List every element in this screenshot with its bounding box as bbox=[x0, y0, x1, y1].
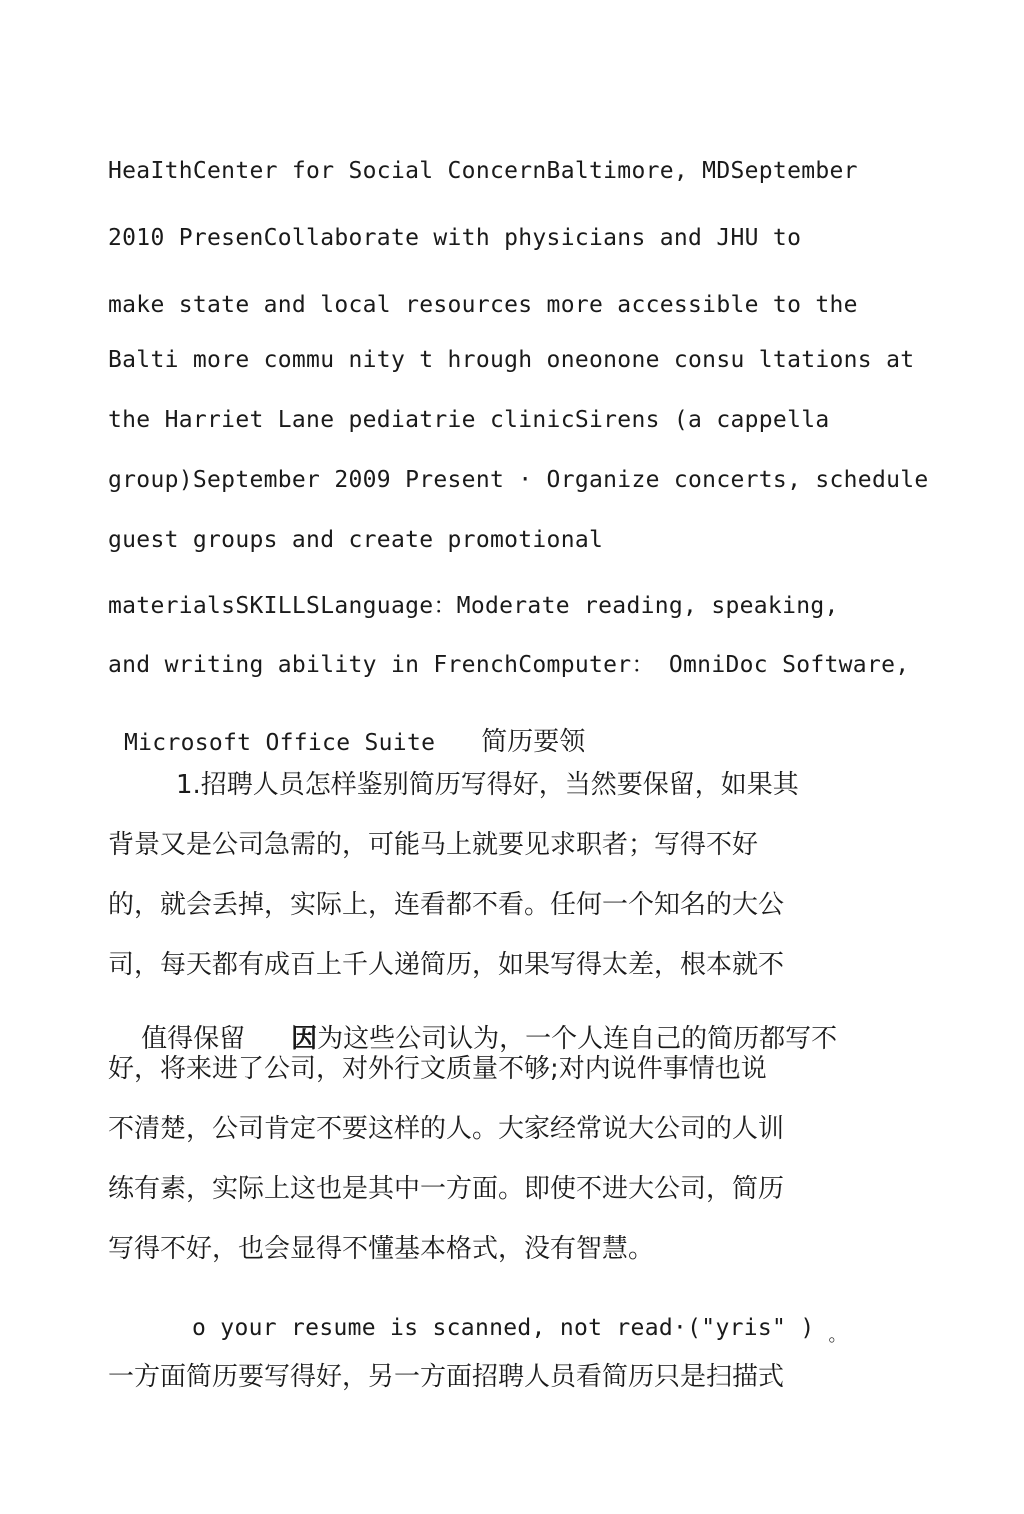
text-line: 不清楚，公司肯定不要这样的人。大家经常说大公司的人训 bbox=[108, 1114, 785, 1144]
text-line: materialsSKILLSLanguage：Moderate reading, speaking, bbox=[108, 593, 839, 619]
text-fragment: 值得保留 bbox=[141, 1024, 246, 1054]
text-fragment: Microsoft Office Suite bbox=[124, 730, 436, 756]
paragraph-first-line: 1.招聘人员怎样鉴别简历写得好，当然要保留，如果其 bbox=[176, 770, 799, 800]
text-line: 一方面简历要写得好，另一方面招聘人员看简历只是扫描式 bbox=[108, 1362, 785, 1392]
text-line: the Harriet Lane pediatrie clinicSirens (a cappella bbox=[108, 407, 830, 433]
text-line: group)September 2009 Present · Organize concerts, schedule bbox=[108, 467, 929, 493]
text-fragment: 为这些公司认为，一个人连自己的简历都写不 bbox=[317, 1024, 838, 1054]
text-line: 写得不好，也会显得不懂基本格式，没有智慧。 bbox=[108, 1234, 655, 1264]
punctuation-mark: 。 bbox=[828, 1325, 847, 1346]
text-line bbox=[176, 1297, 846, 1365]
text-line: 司，每天都有成百上千人递简历，如果写得太差，根本就不 bbox=[108, 950, 785, 980]
text-line: Balti more commu nity t hrough oneonone consu ltations at bbox=[108, 347, 915, 373]
text-fragment: o your resume is scanned, not read·("yris" ) bbox=[192, 1315, 815, 1341]
text-line: HeaIthCenter for Social ConcernBaltimore, MDSeptember bbox=[108, 158, 858, 184]
text-line: 练有素，实际上这也是其中一方面。即使不进大公司，简历 bbox=[108, 1174, 785, 1204]
text-line: 背景又是公司急需的，可能马上就要见求职者；写得不好 bbox=[108, 830, 759, 860]
text-line: 好，将来进了公司，对外行文质量不够;对内说件事情也说 bbox=[108, 1054, 767, 1084]
text-line: make state and local resources more accessible to the bbox=[108, 292, 858, 318]
section-heading: 简历要领 bbox=[481, 727, 586, 757]
text-line: and writing ability in FrenchComputer： OmniDoc Software, bbox=[108, 652, 910, 678]
text-line: 的，就会丢掉，实际上，连看都不看。任何一个知名的大公 bbox=[108, 890, 785, 920]
bold-character: 因 bbox=[291, 1024, 318, 1054]
text-line: guest groups and create promotional bbox=[108, 527, 604, 553]
text-line: 2010 PresenCollaborate with physicians and JHU to bbox=[108, 225, 802, 251]
